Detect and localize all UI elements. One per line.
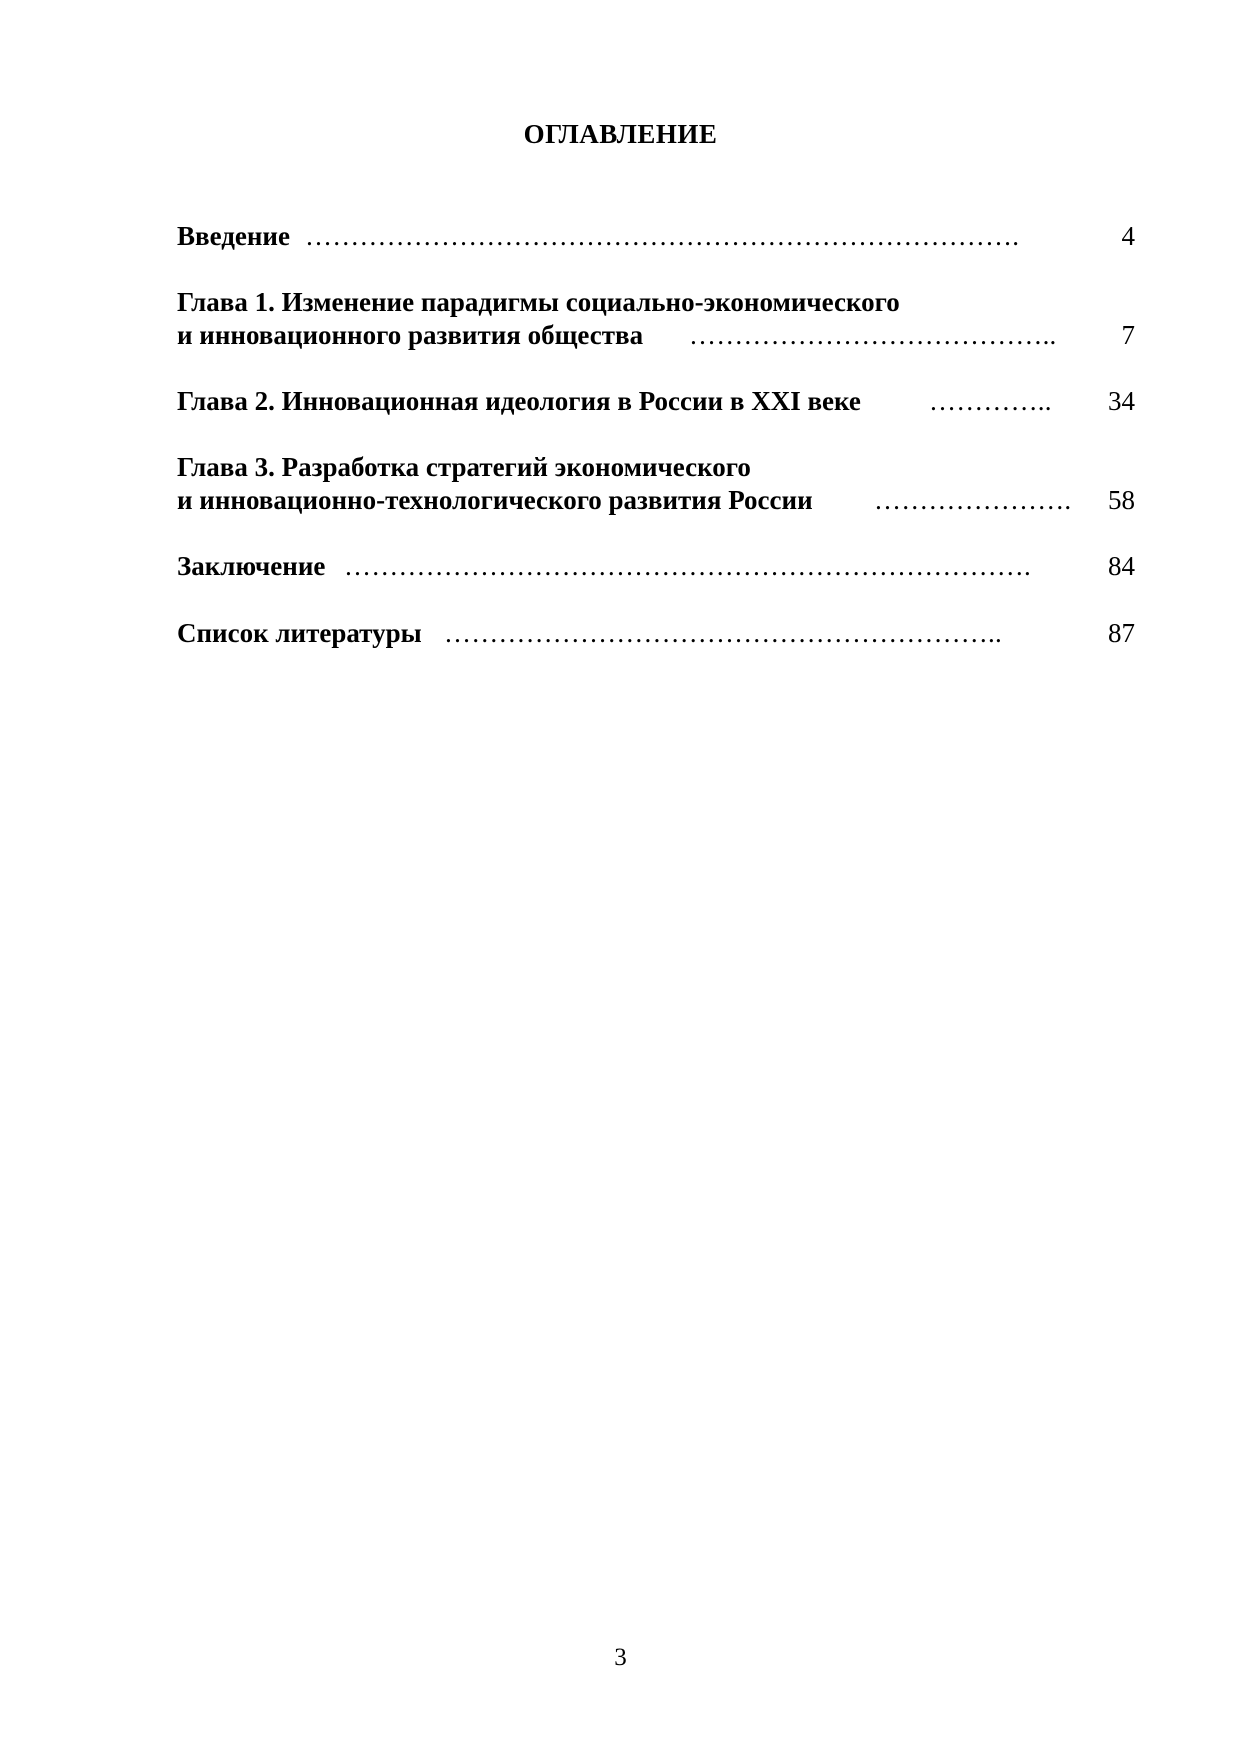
toc-leader-dots: ………….. (929, 386, 1052, 416)
toc-line (177, 484, 1135, 517)
toc-entry-chapter-1[interactable] (177, 286, 1135, 352)
toc-page-number: 87 (1108, 618, 1135, 648)
toc-entry-chapter-2[interactable] (177, 385, 1135, 418)
toc-line (177, 451, 1135, 484)
toc-entry-title: Глава 1. Изменение парадигмы социально-экономического (177, 287, 900, 317)
toc-leader-dots: ………………………………….. (689, 320, 1057, 350)
toc-entry-title-continued: и инновационного развития общества (177, 320, 644, 350)
toc-leader-dots: …………………………………………………….. (444, 618, 1002, 648)
toc-entry-title: Введение (177, 221, 290, 251)
toc-line (177, 286, 1135, 319)
toc-entry-title: Заключение (177, 551, 326, 581)
toc-entry-title: Глава 2. Инновационная идеология в России в XXI веке (177, 386, 861, 416)
toc-leader-dots: …………………………………………………………………. (344, 551, 1031, 581)
toc-page-number: 7 (1121, 320, 1135, 350)
toc-entry-title: Глава 3. Разработка стратегий экономического (177, 452, 751, 482)
toc-line (177, 617, 1135, 650)
toc-line (177, 319, 1135, 352)
page-number: 3 (614, 1644, 627, 1671)
toc-line (177, 550, 1135, 583)
toc-leader-dots: …………………. (874, 485, 1072, 515)
toc-leader-dots: ……………………………………………………………………. (305, 221, 1020, 251)
toc-entry-chapter-3[interactable] (177, 451, 1135, 517)
toc-page-number: 34 (1108, 386, 1135, 416)
toc-line (177, 220, 1135, 253)
toc-entry-conclusion[interactable] (177, 550, 1135, 583)
toc-line (177, 385, 1135, 418)
toc-entry-introduction[interactable] (177, 220, 1135, 253)
toc-page-number: 58 (1108, 485, 1135, 515)
toc-page-number: 4 (1121, 221, 1135, 251)
toc-entry-title: Список литературы (177, 618, 422, 648)
toc-page-number: 84 (1108, 551, 1135, 581)
toc-entry-bibliography[interactable] (177, 617, 1135, 650)
page-title: ОГЛАВЛЕНИЕ (523, 119, 718, 149)
toc-entry-title-continued: и инновационно-технологического развития России (177, 485, 813, 515)
